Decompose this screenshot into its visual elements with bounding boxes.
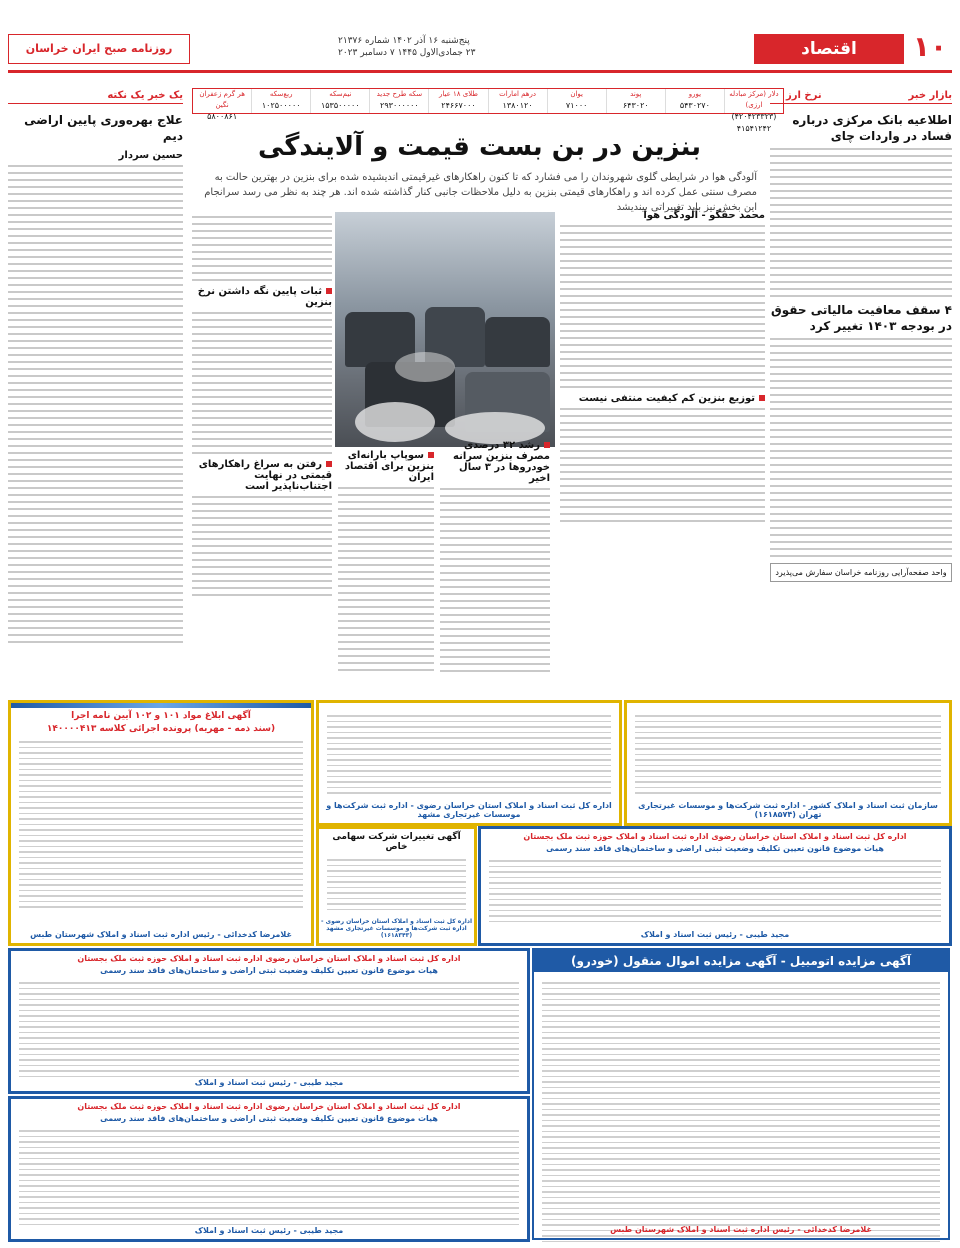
rate-cell: ربع‌سکه ۱۰۲۵۰۰۰۰۰ — [251, 89, 310, 113]
notice-joint-stock — [316, 826, 477, 946]
notice-signature: اداره کل ثبت اسناد و املاک استان خراسان رضوی - اداره ثبت شرکت‌ها و موسسات غیرتجاری مشهد — [326, 801, 612, 819]
brief-title: ۴ سقف معافیت مالیاتی حقوق در بودجه ۱۴۰۳ تغییر کرد — [771, 303, 952, 333]
subheading: رفتن به سراغ راهکارهای قیمتی در نهایت اجتناب‌ناپذیر است — [198, 459, 332, 492]
notice-body — [319, 707, 619, 794]
body-text — [440, 488, 550, 672]
notice-signature: غلامرضا کدخدائی - رئیس اداره ثبت اسناد و املاک شهرستان طبس — [30, 930, 292, 939]
notice-body — [627, 707, 949, 794]
body-text — [560, 408, 765, 522]
page-number: ۱۰ — [912, 30, 948, 63]
subheading: توزیع بنزین کم کیفیت منتفی نیست — [560, 393, 765, 404]
body-text — [192, 496, 332, 596]
story-column — [440, 440, 550, 677]
notice-body — [481, 860, 949, 922]
notice-title: اداره کل ثبت اسناد و املاک استان خراسان رضوی اداره ثبت اسناد و املاک حوزه ثبت ملک بجستان — [77, 1102, 461, 1111]
story-column — [192, 212, 332, 601]
notice-subtitle: هیات موضوع قانون تعیین تکلیف وضعیت ثبتی اراضی و ساختمان‌های فاقد سند رسمی — [546, 844, 884, 853]
section-title: اقتصاد — [754, 34, 904, 64]
column-kicker: بازار خبر — [770, 90, 952, 104]
notice-subtitle: هیات موضوع قانون تعیین تکلیف وضعیت ثبتی اراضی و ساختمان‌های فاقد سند رسمی — [100, 966, 438, 975]
body-text — [192, 216, 332, 281]
currency-rates-table — [192, 88, 784, 133]
date-line: پنج‌شنبه ۱۶ آذر ۱۴۰۲ شماره ۲۱۳۷۶ — [338, 36, 470, 46]
rate-cell: دلار (مرکز مبادله ارزی) (۴۲۰۴۲۳۳۲۳) ۴۱۵۴۱۲۴۲ — [724, 89, 783, 113]
opinion-title: علاج بهره‌وری پایین اراضی دیم — [24, 113, 183, 143]
rate-cell: پوند ۶۴۳۰۲۰ — [606, 89, 665, 113]
rates-title: نرخ ارز — [786, 90, 822, 101]
notice-title: اداره کل ثبت اسناد و املاک استان خراسان رضوی اداره ثبت اسناد و املاک حوزه ثبت ملک بجستان — [523, 832, 907, 841]
subheading: سوپاپ بارانه‌ای بنزین برای اقتصاد ایران — [344, 450, 434, 483]
notice-subtitle: هیات موضوع قانون تعیین تکلیف وضعیت ثبتی اراضی و ساختمان‌های فاقد سند رسمی — [100, 1114, 438, 1123]
story-column — [560, 210, 765, 527]
rate-cell: طلای ۱۸ عیار ۲۴۶۶۷۰۰۰ — [428, 89, 487, 113]
brief-title: اطلاعیه بانک مرکزی درباره فساد در واردات چای — [792, 113, 952, 143]
subheading: ثبات پایین نگه داشتن نرخ بنزین — [197, 286, 332, 308]
notice-signature: اداره کل ثبت اسناد و املاک استان خراسان رضوی - اداره ثبت شرکت‌ها و موسسات غیرتجاری مشهد (۱۶۱۸۳۴۳) — [321, 918, 472, 939]
notice-body — [11, 982, 527, 1077]
notice-car-auction — [532, 948, 950, 1240]
notice-land-title-2 — [8, 948, 530, 1094]
layout-service-ad: واحد صفحه‌آرایی روزنامه خراسان سفارش می‌پذیرد — [770, 563, 952, 582]
notice-signature: مجید طیبی - رئیس ثبت اسناد و املاک — [640, 930, 790, 939]
notices-area — [8, 700, 952, 1240]
traffic-photo — [335, 212, 555, 447]
notice-signature: غلامرضا کدخدائی - رئیس اداره ثبت اسناد و املاک شهرستان طبس — [610, 1225, 872, 1234]
lead-headline: بنزین در بن بست قیمت و آلایندگی — [257, 132, 702, 162]
notice-subtitle: (سند ذمه - مهریه) پرونده اجرائی کلاسه ۱۴۰۰۰۰۴۱۳ — [46, 724, 276, 734]
notice-body — [319, 859, 474, 910]
notice-company-changes-tehran — [624, 700, 952, 826]
notice-land-title-3 — [8, 1096, 530, 1242]
rate-cell: نیم‌سکه ۱۵۳۵۰۰۰۰۰ — [310, 89, 369, 113]
body-text — [338, 487, 434, 671]
column-kicker: یک خبر یک نکته — [8, 90, 183, 104]
opinion-column — [8, 90, 183, 690]
notice-land-title-1 — [478, 826, 952, 946]
notice-body — [11, 741, 311, 908]
body-text — [770, 338, 952, 557]
body-text — [192, 312, 332, 454]
notice-enforcement — [8, 700, 314, 946]
rate-cell: سکه طرح جدید ۲۹۳۰۰۰۰۰۰ — [369, 89, 428, 113]
date-line-hijri: ۲۳ جمادی‌الاول ۱۴۴۵ ۷ دسامبر ۲۰۲۳ — [338, 48, 476, 58]
notice-signature: سازمان ثبت اسناد و املاک کشور - اداره ثبت شرکت‌ها و موسسات غیرتجاری تهران (۱۶۱۸۵۷۴) — [638, 801, 938, 819]
body-text — [770, 148, 952, 297]
body-text — [8, 165, 183, 643]
rate-cell: درهم امارات ۱۳۸۰۱۲۰ — [488, 89, 547, 113]
body-text — [560, 225, 765, 388]
newspaper-logo: روزنامه صبح ایران خراسان — [8, 34, 190, 64]
notice-signature: مجید طیبی - رئیس ثبت اسناد و املاک — [194, 1078, 344, 1087]
notice-company-changes — [316, 700, 622, 826]
notice-title: آگهی ابلاغ مواد ۱۰۱ و ۱۰۲ آیین نامه اجرا — [71, 711, 251, 721]
author: محمد حقگو - آلودگی هوا — [643, 210, 765, 221]
page-header — [8, 30, 952, 73]
subheading: رشد ۳۲ درصدی مصرف بنزین سرانه خودروها در ۳ سال اخیر — [453, 440, 550, 484]
rate-cell: هر گرم زعفران نگین ۵۸۰۰۸۶۱ — [199, 90, 245, 121]
lead-deck: آلودگی هوا در شرایطی گلوی شهروندان را می فشارد که تا کنون راهکارهای غیرقیمتی اندیشیده شده برای بنزین در بهترین حالت به مصرف سنتی عمل کرده اند و راهکارهای قیمتی بنزین به دلیل ملاحظات جانبی کنار گذاشته شده اند. هر چند به نظر می رسد سرانجام این بخش نیز باید تغییراتی بیندیشد — [204, 172, 757, 213]
notice-body — [11, 1130, 527, 1225]
auction-title: آگهی مزایده اتومبیل - آگهی مزایده اموال منقول (خودرو) — [534, 950, 948, 972]
notice-title: اداره کل ثبت اسناد و املاک استان خراسان رضوی اداره ثبت اسناد و املاک حوزه ثبت ملک بجستان — [77, 954, 461, 963]
rate-cell: یوان ۷۱۰۰۰ — [547, 89, 606, 113]
notice-signature: مجید طیبی - رئیس ثبت اسناد و املاک — [194, 1226, 344, 1235]
notice-body — [534, 976, 948, 1242]
rate-cell: یورو ۵۴۳۰۲۷۰ — [665, 89, 724, 113]
story-column — [338, 450, 434, 676]
news-brief-column — [770, 90, 952, 690]
notice-title: آگهی تغییرات شرکت سهامی خاص — [332, 832, 461, 852]
author: حسین سردار — [118, 150, 183, 161]
